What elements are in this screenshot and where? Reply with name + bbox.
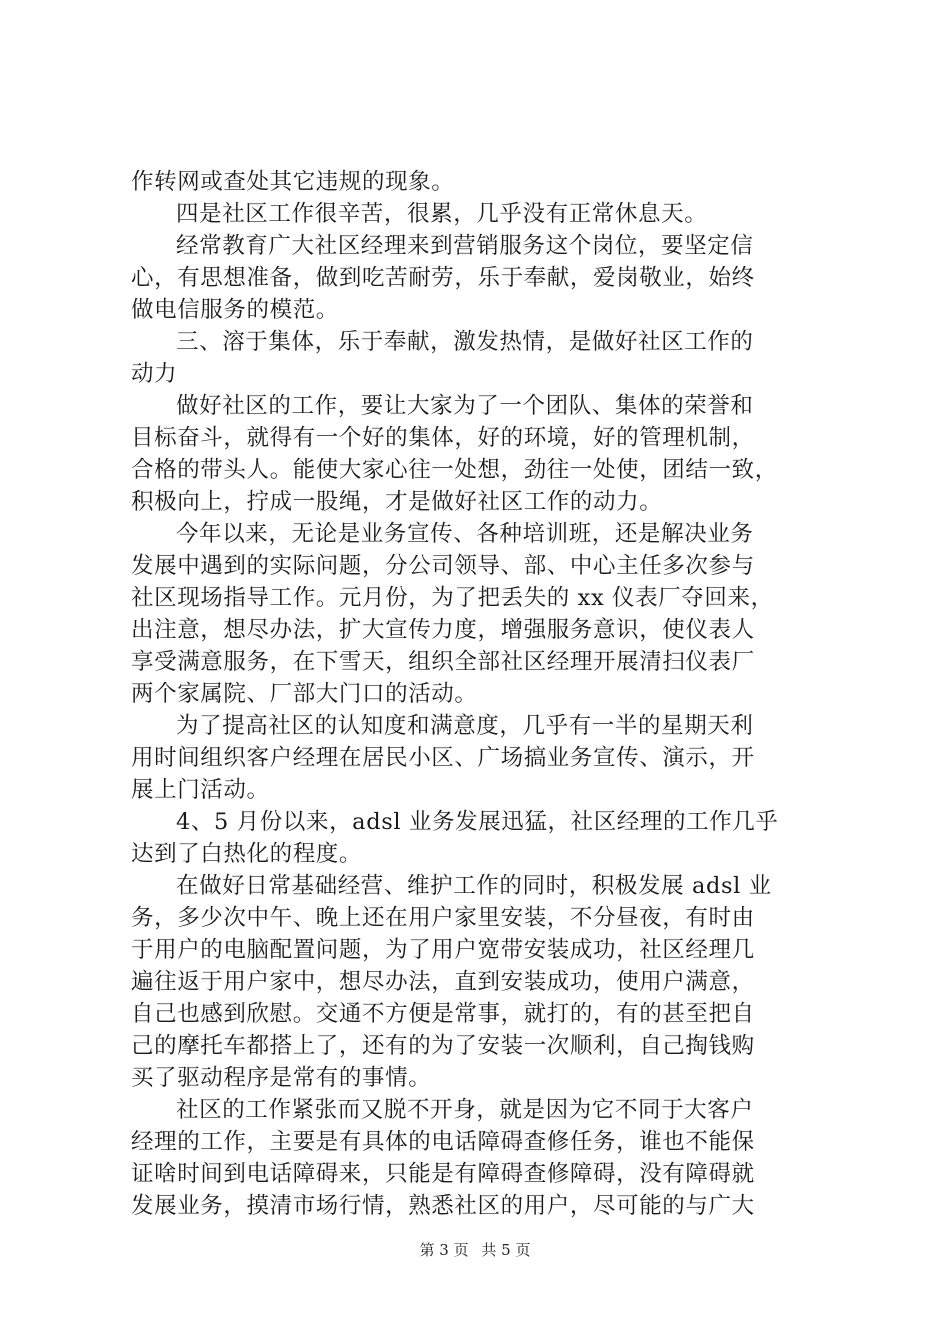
page-number: 第 3 页 xyxy=(419,1241,469,1259)
text-line: 做好社区的工作，要让大家为了一个团队、集体的荣誉和 xyxy=(176,393,754,419)
text-line: 两个家属院、厂部大门口的活动。 xyxy=(131,681,478,707)
text-line: 为了提高社区的认知度和满意度，几乎有一半的星期天利 xyxy=(176,713,754,739)
text-line: 4、5 月份以来，adsl 业务发展迅猛，社区经理的工作几乎 xyxy=(176,809,779,835)
text-line: 买了驱动程序是常有的事情。 xyxy=(131,1065,432,1091)
text-line: 自己也感到欣慰。交通不方便是常事，就打的，有的甚至把自 xyxy=(131,1001,755,1027)
text-line: 社区的工作紧张而又脱不开身，就是因为它不同于大客户 xyxy=(176,1097,754,1123)
text-line: 务，多少次中午、晚上还在用户家里安装，不分昼夜，有时由 xyxy=(131,905,755,931)
document-body xyxy=(131,166,831,1222)
text-line: 享受满意服务，在下雪天，组织全部社区经理开展清扫仪表厂 xyxy=(131,649,755,675)
text-line: 经常教育广大社区经理来到营销服务这个岗位，要坚定信 xyxy=(176,233,754,259)
text-line: 发展中遇到的实际问题，分公司领导、部、中心主任多次参与 xyxy=(131,553,755,579)
text-line: 在做好日常基础经营、维护工作的同时，积极发展 adsl 业 xyxy=(176,873,772,899)
text-line: 心，有思想准备，做到吃苦耐劳，乐于奉献，爱岗敬业，始终 xyxy=(131,265,755,291)
text-line: 合格的带头人。能使大家心往一处想，劲往一处使，团结一致， xyxy=(131,457,778,483)
text-line: 作转网或查处其它违规的现象。 xyxy=(131,169,455,195)
text-line: 积极向上，拧成一股绳，才是做好社区工作的动力。 xyxy=(131,489,663,515)
text-line: 经理的工作，主要是有具体的电话障碍查修任务，谁也不能保 xyxy=(131,1129,755,1155)
text-line: 于用户的电脑配置问题，为了用户宽带安装成功，社区经理几 xyxy=(131,937,755,963)
text-line: 出注意，想尽办法，扩大宣传力度，增强服务意识，使仪表人 xyxy=(131,617,755,643)
text-line: 动力 xyxy=(131,361,178,387)
page-footer xyxy=(0,1240,950,1260)
text-line: 目标奋斗，就得有一个好的集体，好的环境，好的管理机制， xyxy=(131,425,755,451)
text-line: 证啥时间到电话障碍来，只能是有障碍查修障碍，没有障碍就 xyxy=(131,1161,755,1187)
page-total: 共 5 页 xyxy=(481,1241,531,1259)
text-line: 四是社区工作很辛苦，很累，几乎没有正常休息天。 xyxy=(176,201,708,227)
text-line: 三、溶于集体，乐于奉献，激发热情，是做好社区工作的 xyxy=(176,329,754,355)
text-line: 展上门活动。 xyxy=(131,777,270,803)
text-line: 己的摩托车都搭上了，还有的为了安装一次顺利，自己掏钱购 xyxy=(131,1033,755,1059)
text-line: 用时间组织客户经理在居民小区、广场搞业务宣传、演示，开 xyxy=(131,745,755,771)
text-line: 达到了白热化的程度。 xyxy=(131,841,363,867)
text-line: 发展业务，摸清市场行情，熟悉社区的用户，尽可能的与广大 xyxy=(131,1193,755,1219)
text-line: 做电信服务的模范。 xyxy=(131,297,339,323)
text-line: 社区现场指导工作。元月份，为了把丢失的 xx 仪表厂夺回来， xyxy=(131,585,774,611)
text-line: 今年以来，无论是业务宣传、各种培训班，还是解决业务 xyxy=(176,521,754,547)
text-line: 遍往返于用户家中，想尽办法，直到安装成功，使用户满意， xyxy=(131,969,755,995)
